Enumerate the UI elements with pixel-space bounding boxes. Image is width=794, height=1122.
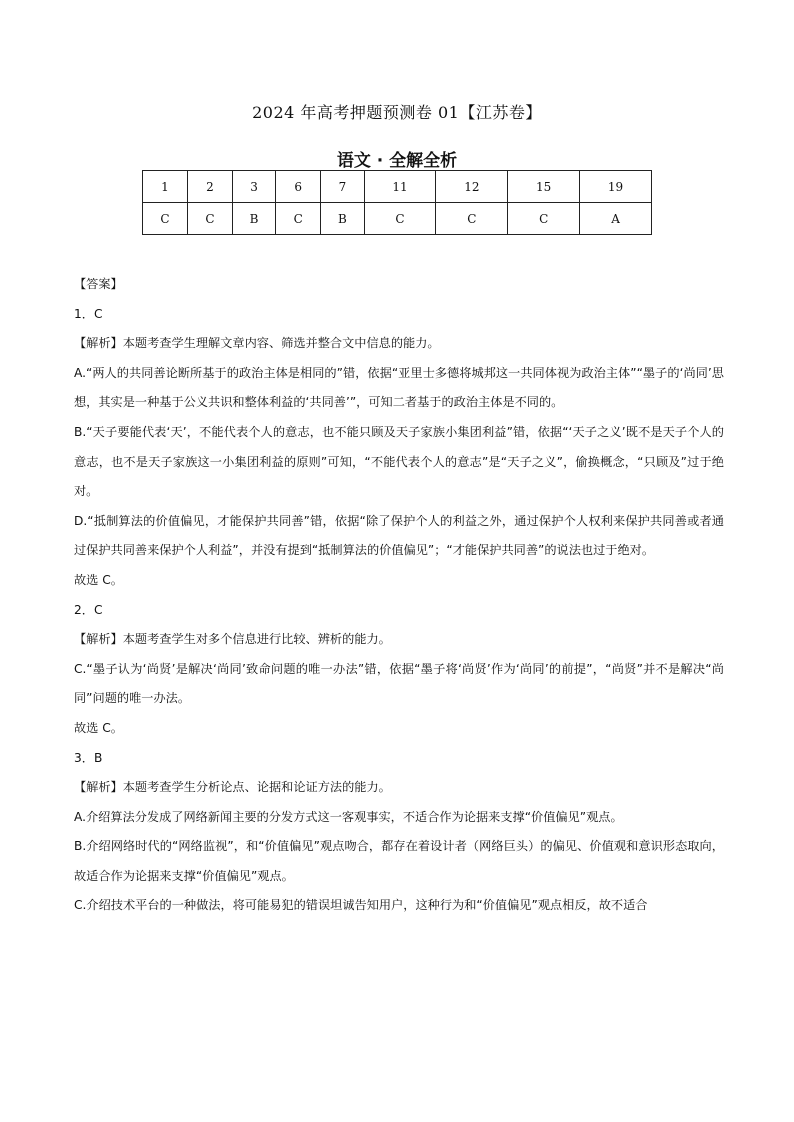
question-1-option-a: A.“两人的共同善论断所基于的政治主体是相同的”错，依据“亚里士多德将城邦这一共同体视为政治主体”“墨子的‘尚同’思想，其实是一种基于公义共识和整体利益的‘共同善’”，可知二者基于的政治主体是不同的。 bbox=[74, 365, 724, 410]
question-3-option-c: C.介绍技术平台的一种做法，将可能易犯的错误坦诚告知用户，这种行为和“价值偏见”观点相反，故不适合 bbox=[74, 898, 648, 913]
question-2-label: 2．C bbox=[74, 602, 103, 617]
question-3-label: 3．B bbox=[74, 750, 103, 765]
answer-cell: C bbox=[187, 203, 232, 235]
answer-body bbox=[74, 270, 724, 921]
question-3-option-a: A.介绍算法分发成了网络新闻主要的分发方式这一客观事实，不适合作为论据来支撑“价值偏见”观点。 bbox=[74, 809, 623, 824]
answer-row bbox=[143, 203, 652, 235]
question-3-option-b: B.介绍网络时代的“网络监视”，和“价值偏见”观点吻合，都存在着设计者（网络巨头）的偏见、价值观和意识形态取向，故适合作为论据来支撑“价值偏见”观点。 bbox=[74, 839, 724, 883]
answer-cell: C bbox=[436, 203, 508, 235]
page-title: 2024 年高考押题预测卷 01【江苏卷】 bbox=[252, 103, 542, 122]
question-number: 1 bbox=[143, 171, 188, 203]
answer-table bbox=[142, 170, 652, 235]
answer-cell: C bbox=[508, 203, 580, 235]
question-number: 12 bbox=[436, 171, 508, 203]
answer-cell: C bbox=[364, 203, 436, 235]
question-number-row bbox=[143, 171, 652, 203]
question-1-conclusion: 故选 C。 bbox=[74, 572, 123, 587]
question-2-conclusion: 故选 C。 bbox=[74, 720, 123, 735]
answer-cell: C bbox=[276, 203, 321, 235]
answer-cell: A bbox=[580, 203, 652, 235]
answer-cell: C bbox=[143, 203, 188, 235]
question-1-option-d: D.“抵制算法的价值偏见，才能保护共同善”错，依据“除了保护个人的利益之外，通过保护个人权利来保护共同善或者通过保护共同善来保护个人利益”，并没有提到“抵制算法的价值偏见”；“才能保护共同善”的说法也过于绝对。 bbox=[74, 513, 724, 558]
question-2-option-c: C.“墨子认为‘尚贤’是解决‘尚同’致命问题的唯一办法”错，依据“墨子将‘尚贤’作为‘尚同’的前提”，“尚贤”并不是解决“尚同”问题的唯一办法。 bbox=[74, 661, 724, 706]
question-1-option-b: B.“天子要能代表‘天’，不能代表个人的意志，也不能只顾及天子家族小集团利益”错，依据“‘天子之义’既不是天子个人的意志，也不是天子家族这一小集团利益的原则”可知，“不能代表个人的意志”是“天子之义”，偷换概念，“只顾及”过于绝对。 bbox=[74, 424, 724, 499]
answer-cell: B bbox=[321, 203, 364, 235]
question-number: 3 bbox=[232, 171, 275, 203]
question-number: 2 bbox=[187, 171, 232, 203]
question-number: 6 bbox=[276, 171, 321, 203]
question-number: 15 bbox=[508, 171, 580, 203]
question-1-analysis: 【解析】本题考查学生理解文章内容、筛选并整合文中信息的能力。 bbox=[74, 336, 440, 351]
page-subtitle: 语文 · 全解全析 bbox=[336, 151, 458, 171]
question-3-analysis: 【解析】本题考查学生分析论点、论据和论证方法的能力。 bbox=[74, 780, 391, 795]
question-number: 7 bbox=[321, 171, 364, 203]
section-label: 【答案】 bbox=[74, 277, 123, 291]
question-2-analysis: 【解析】本题考查学生对多个信息进行比较、辨析的能力。 bbox=[74, 632, 391, 647]
question-1-label: 1．C bbox=[74, 306, 103, 321]
answer-cell: B bbox=[232, 203, 275, 235]
question-number: 19 bbox=[580, 171, 652, 203]
question-number: 11 bbox=[364, 171, 436, 203]
